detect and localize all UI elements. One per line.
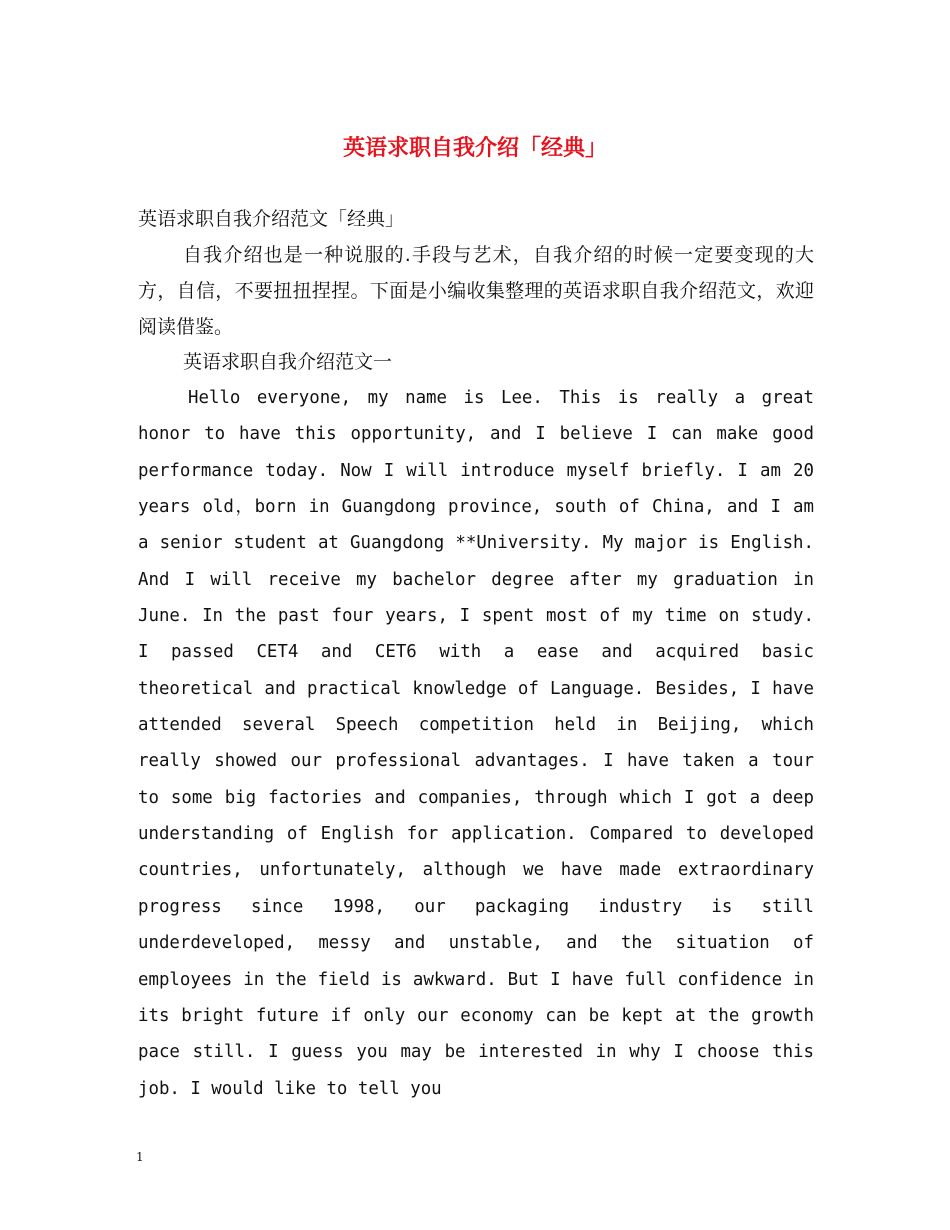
page-number: 1 [136,1150,144,1164]
document-title: 英语求职自我介绍「经典」 [342,135,607,161]
section-heading: 英语求职自我介绍范文一 [183,351,393,373]
document-subtitle: 英语求职自我介绍范文「经典」 [138,208,405,230]
intro-paragraph: 自我介绍也是一种说服的.手段与艺术，自我介绍的时候一定要变现的大方，自信，不要扭扭捏捏。下面是小编收集整理的英语求职自我介绍范文，欢迎阅读借鉴。 [138,244,814,338]
body-paragraph: Hello everyone, my name is Lee. This is really a great honor to have this opportunity, and I believe I can make good performance today. Now I will introduce myself briefly. I am 20 years old，born in Guangdong province, south of China, and I am a senior student at Guangdong **University. My major is English. And I will receive my bachelor degree after my graduation in June. In the past four years, I spent most of my time on study. I passed CET4 and CET6 with a ease and acquired basic theoretical and practical knowledge of Language. Besides, I have attended several Speech competition held in Beijing, which really showed our professional advantages. I have taken a tour to some big factories and companies, through which I got a deep understanding of English for application. Compared to developed countries, unfortunately, although we have made extraordinary progress since 1998, our packaging industry is still underdeveloped, messy and unstable, and the situation of employees in the field is awkward. But I have full confidence in its bright future if only our economy can be kept at the growth pace still. I guess you may be interested in why I choose this job. I would like to tell you [138,388,814,1099]
